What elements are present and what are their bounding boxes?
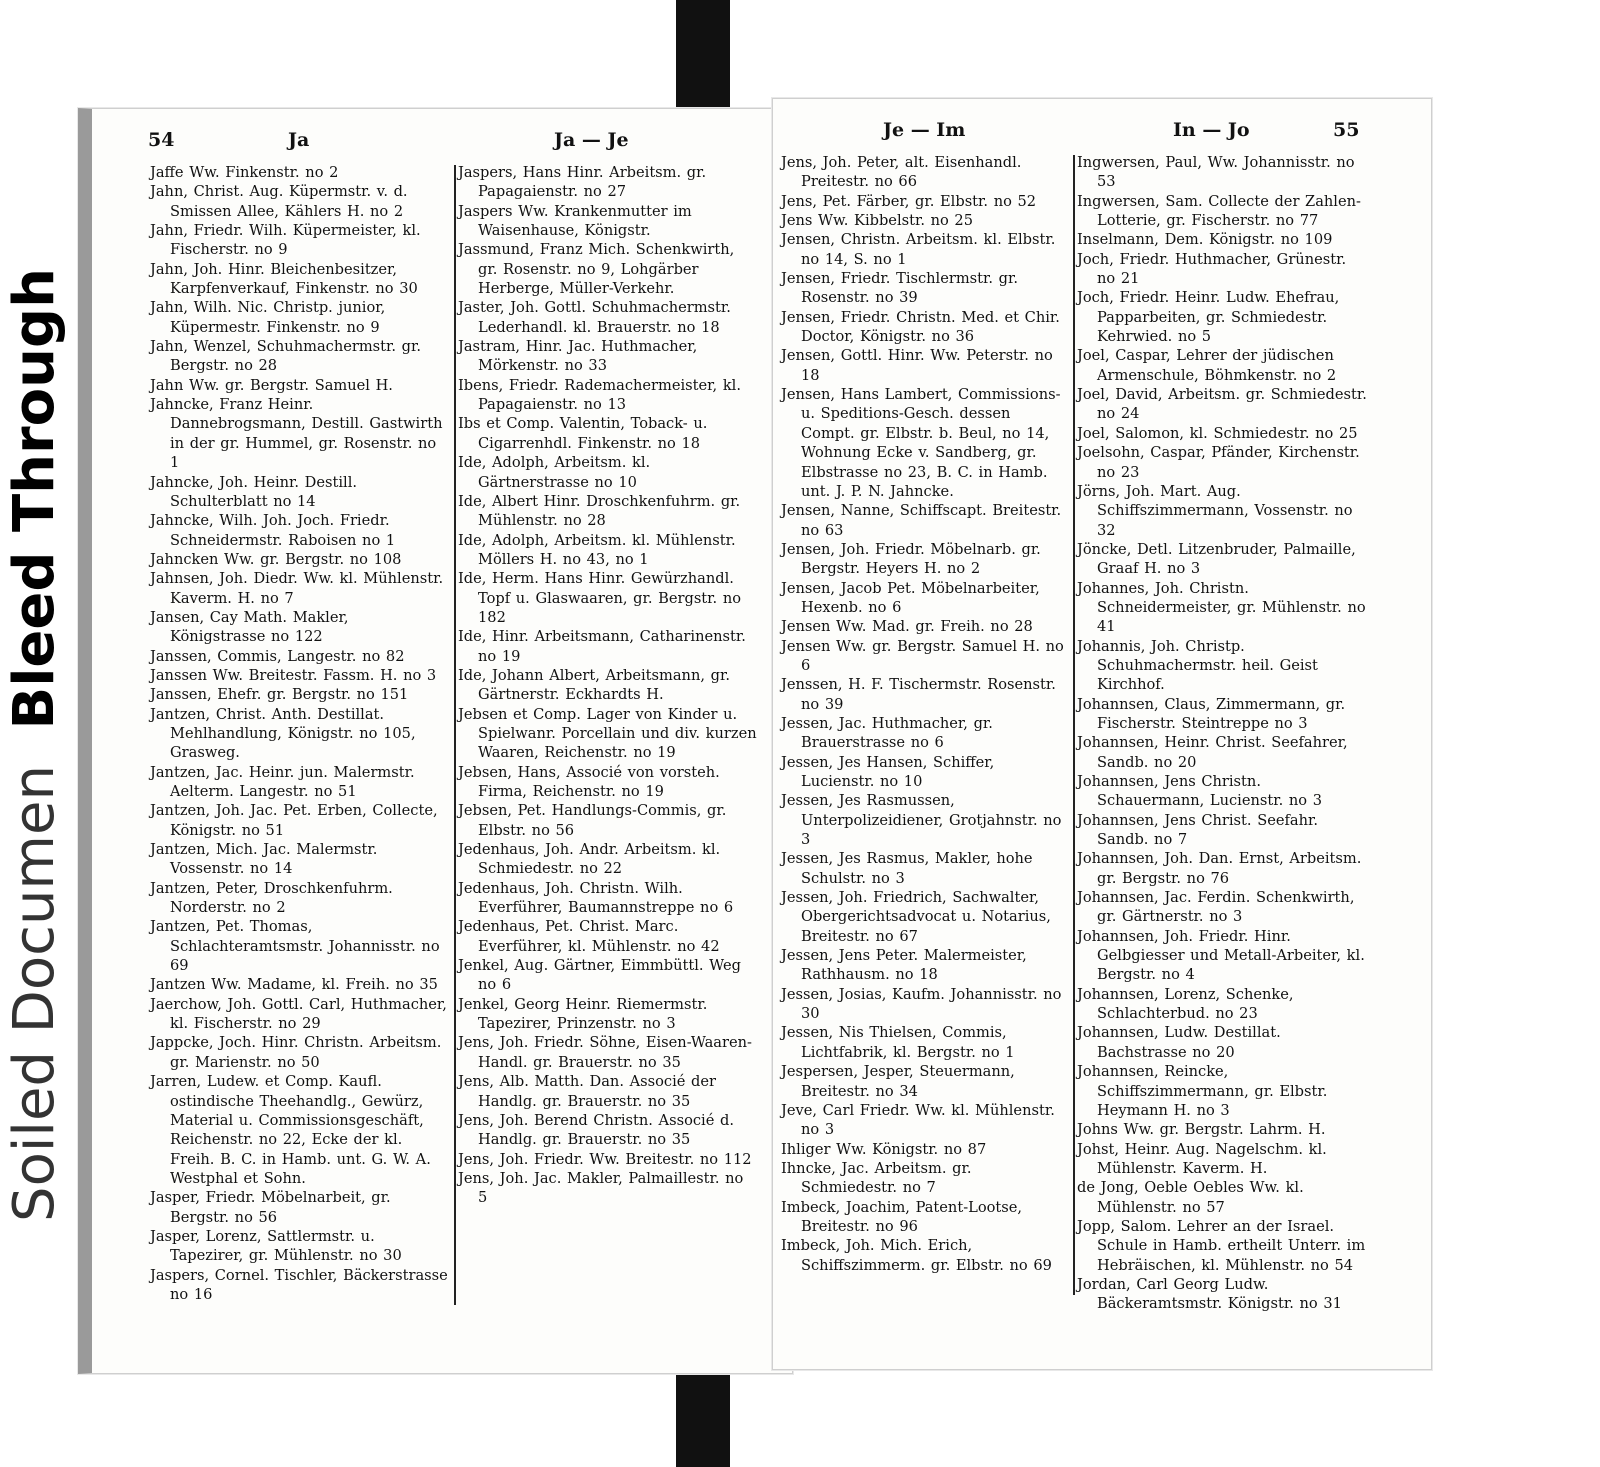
directory-entry: Johannsen, Jac. Ferdin. Schenkwirth, gr. Gärtnerstr. no 3 [1077,889,1355,926]
directory-entry: Ibens, Friedr. Rademachermeister, kl. Papagaienstr. no 13 [458,376,741,414]
directory-entry: Ibs et Comp. Valentin, Toback- u. Cigarrenhdl. Finkenstr. no 18 [458,415,708,452]
left-column-1 [150,163,448,1304]
directory-entry: Jahn, Friedr. Wilh. Küpermeister, kl. Fischerstr. no 9 [150,222,421,259]
directory-entry: Jensen, Christn. Arbeitsm. kl. Elbstr. no 14, S. no 1 [781,231,1056,268]
stamp-label [2,268,67,1222]
directory-entry: Jedenhaus, Joh. Christn. Wilh. Everführer, Baumannstreppe no 6 [458,879,734,917]
right-page-header [773,119,1431,149]
directory-entry: Johannsen, Reincke, Schiffszimmermann, gr. Elbstr. Heymann H. no 3 [1077,1063,1328,1119]
directory-entry: Johannsen, Joh. Dan. Ernst, Arbeitsm. gr. Bergstr. no 76 [1077,850,1362,887]
directory-entry: Jenkel, Aug. Gärtner, Eimmbüttl. Weg no 6 [458,957,741,994]
directory-entry: Jaspers, Cornel. Tischler, Bäckerstrasse no 16 [150,1266,448,1303]
directory-entry: Johannsen, Heinr. Christ. Seefahrer, Sandb. no 20 [1077,734,1348,771]
directory-entry: Jens, Pet. Färber, gr. Elbstr. no 52 [781,192,1037,210]
directory-entry: Jens, Joh. Jac. Makler, Palmaillestr. no 5 [458,1169,744,1207]
stamp-line-soiled: Soiled Documen [2,765,67,1222]
directory-entry: Inselmann, Dem. Königstr. no 109 [1077,231,1333,249]
directory-entry: Ide, Hinr. Arbeitsmann, Catharinenstr. no 19 [458,628,746,665]
directory-entry: Johst, Heinr. Aug. Nagelschm. kl. Mühlenstr. Kaverm. H. [1077,1140,1327,1177]
directory-entry: Jaster, Joh. Gottl. Schuhmachermstr. Lederhandl. kl. Brauerstr. no 18 [458,299,731,336]
directory-entry: Ingwersen, Paul, Ww. Johannisstr. no 53 [1077,154,1355,191]
directory-entry: Jordan, Carl Georg Ludw. Bäckeramtsmstr. Königstr. no 31 [1077,1275,1342,1313]
column-divider [454,165,456,1305]
directory-entry: Jantzen, Peter, Droschkenfuhrm. Norderstr. no 2 [150,879,393,917]
right-header-left: Je — Im [883,119,966,141]
directory-entry: Jens Ww. Kibbelstr. no 25 [781,212,974,230]
directory-entry: Jahn, Christ. Aug. Küpermstr. v. d. Smissen Allee, Kählers H. no 2 [150,183,408,220]
directory-entry: Jantzen, Christ. Anth. Destillat. Mehlhandlung, Königstr. no 105, Grasweg. [150,705,416,762]
right-column-1 [781,153,1069,1275]
directory-entry: Johannes, Joh. Christn. Schneidermeister, gr. Mühlenstr. no 41 [1077,579,1366,636]
directory-entry: Jensen, Joh. Friedr. Möbelnarb. gr. Bergstr. Heyers H. no 2 [781,540,1041,578]
right-page [772,98,1432,1370]
left-column-2 [458,163,758,1208]
directory-entry: Joch, Friedr. Huthmacher, Grünestr. no 21 [1077,250,1347,288]
directory-entry: Jaspers, Hans Hinr. Arbeitsm. gr. Papagaienstr. no 27 [458,164,707,201]
directory-entry: Jassmund, Franz Mich. Schenkwirth, gr. Rosenstr. no 9, Lohgärber Herberge, Müller-Verkehr. [458,241,735,298]
directory-entry: Jebsen, Pet. Handlungs-Commis, gr. Elbstr. no 56 [458,802,727,839]
directory-entry: Jensen, Gottl. Hinr. Ww. Peterstr. no 18 [781,347,1053,384]
directory-entry: Jessen, Jes Hansen, Schiffer, Lucienstr. no 10 [781,753,995,790]
directory-entry: Jessen, Joh. Friedrich, Sachwalter, Obergerichtsadvocat u. Notarius, Breitestr. no 67 [781,889,1051,945]
directory-entry: Jespersen, Jesper, Steuermann, Breitestr. no 34 [781,1063,1015,1100]
directory-entry: Jens, Joh. Berend Christn. Associé d. Handlg. gr. Brauerstr. no 35 [458,1111,734,1149]
directory-entry: Jahn, Wenzel, Schuhmachermstr. gr. Bergstr. no 28 [150,338,422,375]
directory-entry: Jessen, Jac. Huthmacher, gr. Brauerstrasse no 6 [781,714,993,752]
directory-entry: Jopp, Salom. Lehrer an der Israel. Schule in Hamb. ertheilt Unterr. im Hebräischen, kl. Mühlenstr. no 54 [1077,1217,1366,1274]
directory-entry: Jarren, Ludew. et Comp. Kaufl. ostindische Theehandlg., Gewürz, Material u. Commissionsgeschäft, Reichenstr. no 22, Ecke der kl. Freih. B. C. in Hamb. unt. G. W. A. Westphal et Sohn. [150,1073,431,1187]
directory-entry: Jens, Joh. Friedr. Ww. Breitestr. no 112 [458,1150,752,1168]
directory-entry: Jensen, Hans Lambert, Commissions- u. Speditions-Gesch. dessen Compt. gr. Elbstr. b. Beul, no 14, Wohnung Ecke v. Sandberg, gr. Elbstrasse no 23, B. C. in Hamb. unt. J. P. N. Jahncke. [781,386,1061,500]
directory-entry: Johannsen, Jens Christ. Seefahr. Sandb. no 7 [1077,811,1318,849]
directory-entry: Jensen, Nanne, Schiffscapt. Breitestr. no 63 [781,502,1062,539]
directory-entry: Jeve, Carl Friedr. Ww. kl. Mühlenstr. no 3 [781,1101,1055,1139]
directory-entry: Ihliger Ww. Königstr. no 87 [781,1140,987,1158]
left-header-right: Ja — Je [554,129,629,151]
directory-entry: Jessen, Jens Peter. Malermeister, Rathhausm. no 18 [781,947,1027,984]
directory-entry: Jensen Ww. gr. Bergstr. Samuel H. no 6 [781,637,1064,674]
directory-entry: Jahnsen, Joh. Diedr. Ww. kl. Mühlenstr. Kaverm. H. no 7 [150,570,444,607]
directory-entry: Johns Ww. gr. Bergstr. Lahrm. H. [1077,1121,1326,1139]
directory-entry: Jebsen et Comp. Lager von Kinder u. Spielwanr. Porcellain und div. kurzen Waaren, Reichenstr. no 19 [458,705,757,762]
directory-entry: Joel, Caspar, Lehrer der jüdischen Armenschule, Böhmkenstr. no 2 [1077,347,1337,384]
right-column-2 [1077,153,1367,1314]
directory-entry: Jantzen, Jac. Heinr. jun. Malermstr. Aelterm. Langestr. no 51 [150,763,415,800]
directory-entry: Joelsohn, Caspar, Pfänder, Kirchenstr. no 23 [1077,444,1360,481]
right-page-number: 55 [1333,119,1360,141]
directory-entry: Jasper, Lorenz, Sattlermstr. u. Tapezirer, gr. Mühlenstr. no 30 [150,1227,402,1265]
directory-entry: Janssen, Commis, Langestr. no 82 [150,647,405,665]
directory-entry: Jessen, Nis Thielsen, Commis, Lichtfabrik, kl. Bergstr. no 1 [781,1024,1015,1061]
directory-entry: Ide, Albert Hinr. Droschkenfuhrm. gr. Mühlenstr. no 28 [458,492,741,530]
directory-entry: Jebsen, Hans, Associé von vorsteh. Firma, Reichenstr. no 19 [458,763,720,800]
directory-entry: Jessen, Josias, Kaufm. Johannisstr. no 30 [781,985,1062,1023]
directory-entry: Johannsen, Lorenz, Schenke, Schlachterbud. no 23 [1077,985,1294,1023]
directory-entry: Jenssen, H. F. Tischermstr. Rosenstr. no 39 [781,676,1056,713]
directory-entry: Ide, Adolph, Arbeitsm. kl. Gärtnerstrasse no 10 [458,454,651,491]
directory-entry: Johannsen, Joh. Friedr. Hinr. Gelbgiesser und Metall-Arbeiter, kl. Bergstr. no 4 [1077,927,1365,984]
directory-entry: Janssen Ww. Breitestr. Fassm. H. no 3 [150,666,437,684]
directory-entry: Ide, Adolph, Arbeitsm. kl. Mühlenstr. Möllers H. no 43, no 1 [458,531,736,568]
directory-entry: Jappcke, Joch. Hinr. Christn. Arbeitsm. gr. Marienstr. no 50 [150,1034,442,1071]
directory-entry: Ihncke, Jac. Arbeitsm. gr. Schmiedestr. no 7 [781,1159,972,1197]
directory-entry: Joel, David, Arbeitsm. gr. Schmiedestr. no 24 [1077,386,1367,423]
directory-entry: Jantzen Ww. Madame, kl. Freih. no 35 [150,976,438,994]
directory-entry: Johannis, Joh. Christp. Schuhmachermstr. heil. Geist Kirchhof. [1077,637,1318,694]
directory-entry: Jahncke, Joh. Heinr. Destill. Schulterblatt no 14 [150,473,358,510]
directory-entry: Jahncken Ww. gr. Bergstr. no 108 [150,550,402,568]
directory-entry: Jens, Alb. Matth. Dan. Associé der Handlg. gr. Brauerstr. no 35 [458,1073,716,1110]
directory-entry: Jedenhaus, Pet. Christ. Marc. Everführer, kl. Mühlenstr. no 42 [458,918,720,955]
directory-entry: Ide, Herm. Hans Hinr. Gewürzhandl. Topf u. Glaswaaren, gr. Bergstr. no 182 [458,570,742,626]
directory-entry: Jansen, Cay Math. Makler, Königstrasse no 122 [150,608,349,646]
directory-entry: Jensen, Jacob Pet. Möbelnarbeiter, Hexenb. no 6 [781,579,1040,616]
directory-entry: Imbeck, Joachim, Patent-Lootse, Breitestr. no 96 [781,1198,1023,1235]
directory-entry: Jahn Ww. gr. Bergstr. Samuel H. [150,376,393,394]
directory-entry: Jahncke, Wilh. Joh. Joch. Friedr. Schneidermstr. Raboisen no 1 [150,512,396,549]
archive-stamp [0,250,70,1240]
directory-entry: Janssen, Ehefr. gr. Bergstr. no 151 [150,686,409,704]
directory-entry: Jantzen, Joh. Jac. Pet. Erben, Collecte, Königstr. no 51 [150,802,438,839]
right-header-right: In — Jo [1173,119,1250,141]
left-header-left: Ja [288,129,310,151]
column-divider [1073,155,1075,1295]
left-page-number: 54 [148,129,175,151]
directory-entry: Jens, Joh. Friedr. Söhne, Eisen-Waaren-Handl. gr. Brauerstr. no 35 [458,1034,752,1071]
directory-entry: Ingwersen, Sam. Collecte der Zahlen-Lotterie, gr. Fischerstr. no 77 [1077,192,1361,230]
directory-entry: Jasper, Friedr. Möbelnarbeit, gr. Bergstr. no 56 [150,1189,391,1226]
directory-entry: Jahncke, Franz Heinr. Dannebrogsmann, Destill. Gastwirth in der gr. Hummel, gr. Rosenstr. no 1 [150,396,443,472]
directory-entry: Imbeck, Joh. Mich. Erich, Schiffszimmerm. gr. Elbstr. no 69 [781,1237,1052,1274]
directory-entry: Jensen, Friedr. Christn. Med. et Chir. Doctor, Königstr. no 36 [781,308,1060,346]
left-page-header [92,129,792,159]
directory-entry: Jessen, Jes Rasmussen, Unterpolizeidiener, Grotjahnstr. no 3 [781,792,1062,849]
directory-entry: Jahn, Joh. Hinr. Bleichenbesitzer, Karpfenverkauf, Finkenstr. no 30 [150,260,418,298]
directory-entry: Jörns, Joh. Mart. Aug. Schiffszimmermann, Vossenstr. no 32 [1077,482,1353,539]
directory-entry: Joel, Salomon, kl. Schmiedestr. no 25 [1077,424,1358,442]
directory-entry: de Jong, Oeble Oebles Ww. kl. Mühlenstr. no 57 [1077,1179,1304,1216]
left-page [78,108,793,1374]
directory-entry: Jöncke, Detl. Litzenbruder, Palmaille, Graaf H. no 3 [1077,540,1356,578]
directory-entry: Jastram, Hinr. Jac. Huthmacher, Mörkenstr. no 33 [458,338,698,375]
directory-entry: Jessen, Jes Rasmus, Makler, hohe Schulstr. no 3 [781,850,1033,887]
directory-entry: Jedenhaus, Joh. Andr. Arbeitsm. kl. Schmiedestr. no 22 [458,841,721,878]
directory-entry: Jaspers Ww. Krankenmutter im Waisenhause, Königstr. [458,202,692,240]
directory-entry: Jensen, Friedr. Tischlermstr. gr. Rosenstr. no 39 [781,270,1019,307]
directory-entry: Jantzen, Mich. Jac. Malermstr. Vossenstr. no 14 [150,841,378,878]
directory-entry: Joch, Friedr. Heinr. Ludw. Ehefrau, Papparbeiten, gr. Schmiedestr. Kehrwied. no 5 [1077,289,1340,346]
directory-entry: Jantzen, Pet. Thomas, Schlachteramtsmstr. Johannisstr. no 69 [150,918,440,975]
directory-entry: Jensen Ww. Mad. gr. Freih. no 28 [781,618,1033,636]
directory-entry: Ide, Johann Albert, Arbeitsmann, gr. Gärtnerstr. Eckhardts H. [458,666,730,704]
directory-entry: Johannsen, Ludw. Destillat. Bachstrasse no 20 [1077,1024,1281,1061]
directory-entry: Jahn, Wilh. Nic. Christp. junior, Küpermestr. Finkenstr. no 9 [150,299,386,336]
directory-entry: Johannsen, Claus, Zimmermann, gr. Fischerstr. Steintreppe no 3 [1077,695,1346,732]
directory-entry: Johannsen, Jens Christn. Schauermann, Lucienstr. no 3 [1077,773,1322,810]
directory-entry: Jens, Joh. Peter, alt. Eisenhandl. Preitestr. no 66 [781,154,1022,191]
stamp-line-bleed: Bleed Through [2,268,67,730]
directory-entry: Jenkel, Georg Heinr. Riemermstr. Tapezirer, Prinzenstr. no 3 [458,995,708,1033]
directory-entry: Jaffe Ww. Finkenstr. no 2 [150,164,339,181]
directory-entry: Jaerchow, Joh. Gottl. Carl, Huthmacher, kl. Fischerstr. no 29 [150,995,447,1033]
